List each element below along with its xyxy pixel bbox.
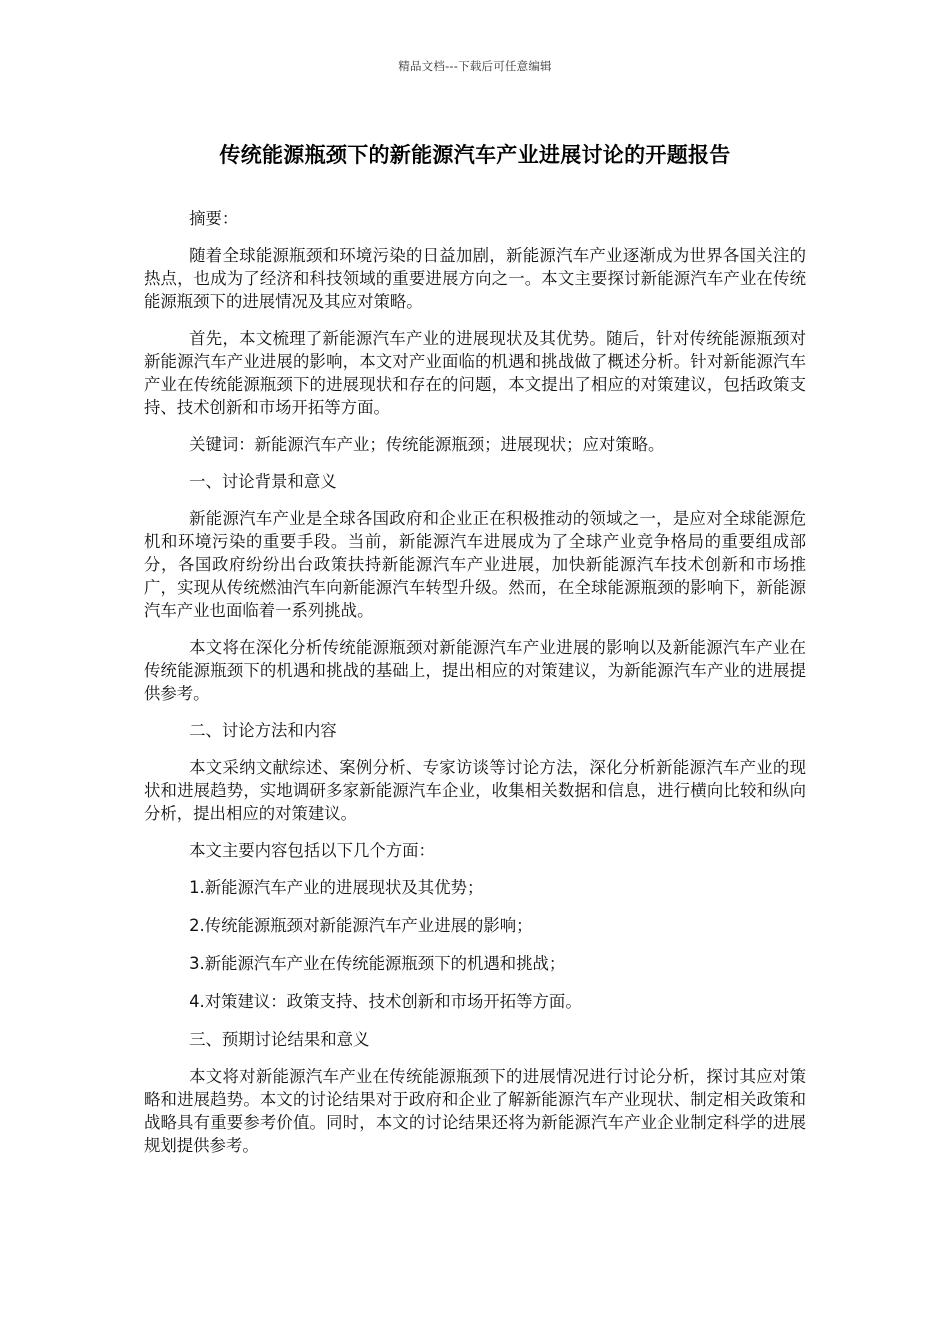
section-3-paragraph-1: 本文将对新能源汽车产业在传统能源瓶颈下的进展情况进行讨论分析，探讨其应对策略和进展趋势。本文的讨论结果对于政府和企业了解新能源汽车产业现状、制定相关政策和战略具有重要参考价值。同时，本文的讨论结果还将为新能源汽车产业企业制定科学的进展规划提供参考。	[144, 1067, 806, 1155]
keywords: 关键词：新能源汽车产业；传统能源瓶颈；进展现状；应对策略。	[189, 435, 665, 454]
document-body	[144, 207, 806, 1171]
abstract-paragraph-1: 随着全球能源瓶颈和环境污染的日益加剧，新能源汽车产业逐渐成为世界各国关注的热点，也成为了经济和科技领域的重要进展方向之一。本文主要探讨新能源汽车产业在传统能源瓶颈下的进展情况及其应对策略。	[144, 246, 806, 311]
list-item: 2.传统能源瓶颈对新能源汽车产业进展的影响；	[189, 916, 533, 935]
abstract-heading: 摘要：	[189, 209, 239, 228]
section-1-paragraph-1: 新能源汽车产业是全球各国政府和企业正在积极推动的领域之一，是应对全球能源危机和环境污染的重要手段。当前，新能源汽车进展成为了全球产业竞争格局的重要组成部分，各国政府纷纷出台政策扶持新能源汽车产业进展，加快新能源汽车技术创新和市场推广，实现从传统燃油汽车向新能源汽车转型升级。然而，在全球能源瓶颈的影响下，新能源汽车产业也面临着一系列挑战。	[144, 509, 806, 620]
section-heading-3: 三、预期讨论结果和意义	[189, 1030, 370, 1049]
section-heading-2: 二、讨论方法和内容	[189, 721, 337, 740]
section-2-paragraph-1: 本文采纳文献综述、案例分析、专家访谈等讨论方法，深化分析新能源汽车产业的现状和进展趋势，实地调研多家新能源汽车企业，收集相关数据和信息，进行横向比较和纵向分析，提出相应的对策建议。	[144, 758, 806, 823]
abstract-paragraph-2: 首先，本文梳理了新能源汽车产业的进展现状及其优势。随后，针对传统能源瓶颈对新能源汽车产业进展的影响，本文对产业面临的机遇和挑战做了概述分析。针对新能源汽车产业在传统能源瓶颈下的进展现状和存在的问题，本文提出了相应的对策建议，包括政策支持、技术创新和市场开拓等方面。	[144, 329, 806, 417]
list-item: 3.新能源汽车产业在传统能源瓶颈下的机遇和挑战；	[189, 954, 566, 973]
section-2-paragraph-2: 本文主要内容包括以下几个方面：	[189, 841, 435, 860]
document-title: 传统能源瓶颈下的新能源汽车产业进展讨论的开题报告	[219, 143, 731, 167]
section-heading-1: 一、讨论背景和意义	[189, 472, 337, 491]
section-1-paragraph-2: 本文将在深化分析传统能源瓶颈对新能源汽车产业进展的影响以及新能源汽车产业在传统能源瓶颈下的机遇和挑战的基础上，提出相应的对策建议，为新能源汽车产业的进展提供参考。	[144, 638, 806, 703]
list-item: 1.新能源汽车产业的进展现状及其优势；	[189, 878, 484, 897]
list-item: 4.对策建议：政策支持、技术创新和市场开拓等方面。	[189, 992, 582, 1011]
page-header-watermark: 精品文档---下载后可任意编辑	[398, 59, 552, 73]
